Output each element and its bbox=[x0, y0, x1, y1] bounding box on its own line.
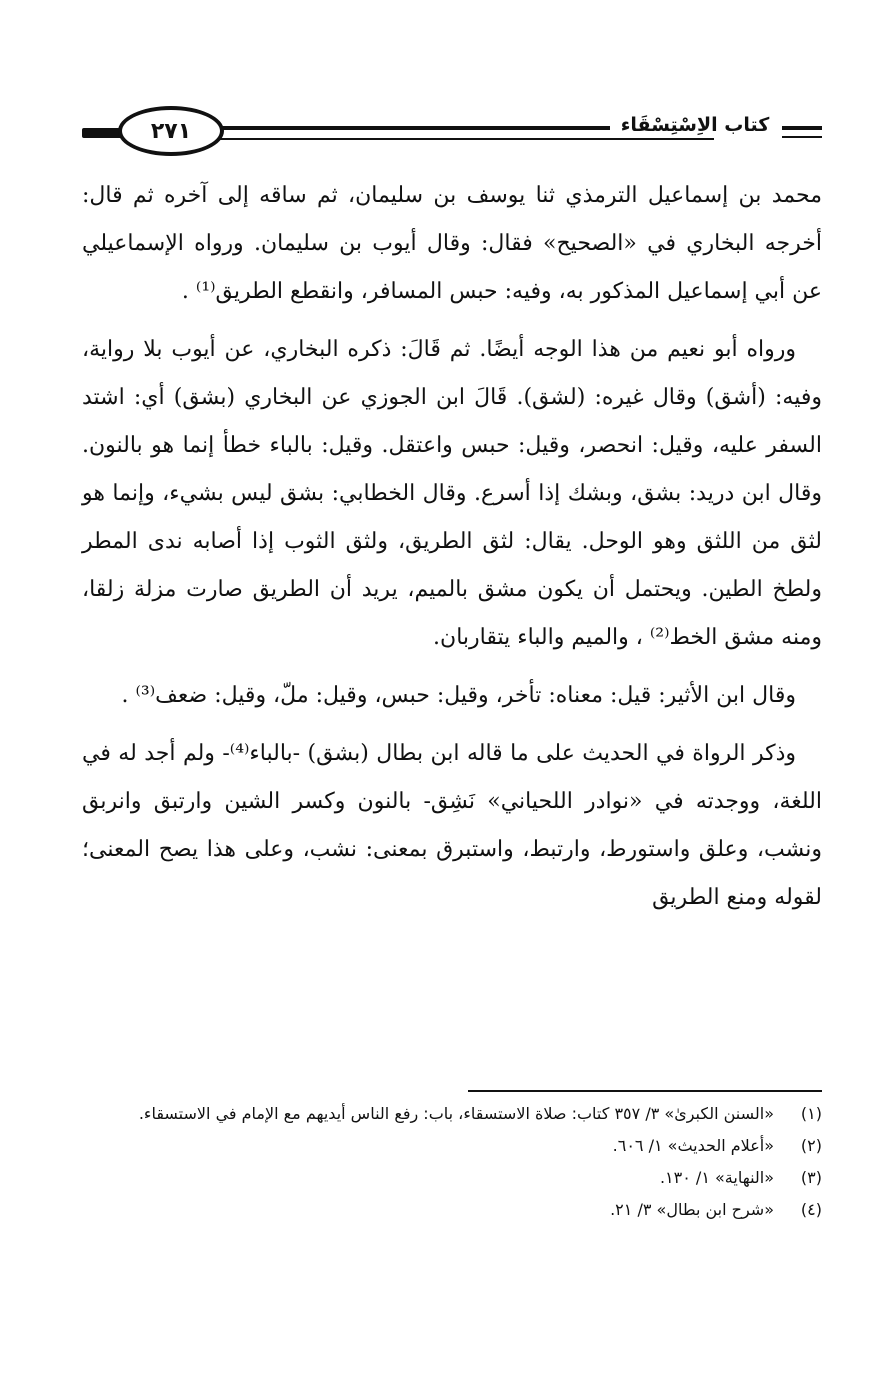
footnote-number: (١) bbox=[800, 1104, 822, 1123]
paragraph: ورواه أبو نعيم من هذا الوجه أيضًا. ثم قَالَ: ذكره البخاري، عن أيوب بلا رواية، وفيه: (أشق) وقال غيره: (لشق). قَالَ ابن الجوزي عن البخاري (بشق) أي: اشتد السفر عليه، وقيل: انحصر، وقيل: حبس واعتقل. وقيل: بالباء خطأ إنما هو بالنون. وقال ابن دريد: بشق، وبشك إذا أسرع. وقال الخطابي: بشق ليس بشيء، وإنما هو لثق من اللثق وهو الوحل. يقال: لثق الطريق، ولثق الثوب إذا أصابه ندى المطر ولطخ الطين. ويحتمل أن يكون مشق بالميم، يريد أن الطريق صارت مزلة زلقا، ومنه مشق الخط⁽²⁾ ، والميم والباء يتقاربان. bbox=[82, 337, 822, 650]
footnote-divider bbox=[468, 1090, 822, 1092]
footnote bbox=[82, 1162, 822, 1194]
paragraph: وذكر الرواة في الحديث على ما قاله ابن بطال (بشق) -بالباء⁽⁴⁾- ولم أجد له في اللغة، ووجدته في «نوادر اللحياني» نَشِق- بالنون وكسر الشين وارتبق وانربق ونشب، وعلق واستورط، وارتبط، واستبرق بمعنى: نشب، وعلى هذا يصح المعنى؛ لقوله ومنع الطريق bbox=[82, 741, 822, 910]
footnote bbox=[82, 1098, 822, 1130]
footnote-text: «السنن الكبرىٰ» ٣/ ٣٥٧ كتاب: صلاة الاستسقاء، باب: رفع الناس أيديهم مع الإمام في الاستسقاء. bbox=[138, 1104, 774, 1123]
page-header bbox=[82, 98, 822, 170]
footnote-text: «النهاية» ١/ ١٣٠. bbox=[659, 1168, 774, 1187]
footnote-text: «شرح ابن بطال» ٣/ ٢١. bbox=[610, 1200, 774, 1219]
paragraph: وقال ابن الأثير: قيل: معناه: تأخر، وقيل: حبس، وقيل: ملّ، وقيل: ضعف⁽³⁾ . bbox=[121, 683, 796, 708]
footnotes bbox=[82, 1098, 822, 1226]
footnote-number: (٣) bbox=[800, 1168, 822, 1187]
header-rule-right-bottom bbox=[782, 136, 822, 138]
footnote bbox=[82, 1130, 822, 1162]
page-number: ٢٧١ bbox=[118, 106, 224, 156]
paragraph: محمد بن إسماعيل الترمذي ثنا يوسف بن سليمان، ثم ساقه إلى آخره ثم قال: أخرجه البخاري في «الصحيح» فقال: وقال أيوب بن سليمان. ورواه الإسماعيلي عن أبي إسماعيل المذكور به، وفيه: حبس المسافر، وانقطع الطريق⁽¹⁾ . bbox=[82, 183, 822, 304]
footnote-text: «أعلام الحديث» ١/ ٦٠٦. bbox=[612, 1136, 774, 1155]
main-text bbox=[82, 172, 822, 932]
footnote-number: (٢) bbox=[800, 1136, 822, 1155]
footnote-number: (٤) bbox=[800, 1200, 822, 1219]
header-rule-right-top bbox=[782, 126, 822, 130]
header-rule-bottom bbox=[194, 138, 714, 140]
running-title: كتاب الاِسْتِسْقَاء bbox=[610, 114, 780, 136]
footnote bbox=[82, 1194, 822, 1226]
